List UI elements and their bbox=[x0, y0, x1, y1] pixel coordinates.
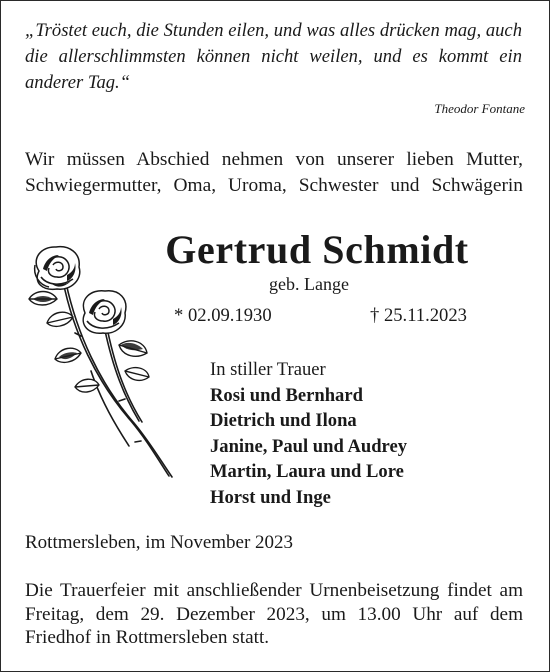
death-date: † 25.11.2023 bbox=[370, 305, 467, 326]
mourner-family: Rosi und Bernhard bbox=[210, 384, 363, 406]
intro-text: Wir müssen Abschied nehmen von unserer lieben Mutter, Schwiegermutter, Oma, Uroma, Schwester und Schwägerin bbox=[25, 149, 523, 196]
birth-name: geb. Lange bbox=[269, 274, 349, 294]
place-date: Rottmersleben, im November 2023 bbox=[25, 532, 294, 553]
mourners-heading: In stiller Trauer bbox=[210, 359, 326, 380]
mourners-block bbox=[210, 357, 407, 511]
funeral-details: Die Trauerfeier mit anschließender Urnenbeisetzung findet am Freitag, dem 29. Dezember 2023, um 13.00 Uhr auf dem Friedhof in Rottmersleben statt. bbox=[25, 580, 523, 648]
mourner-family: Janine, Paul und Audrey bbox=[210, 435, 408, 457]
mourner-family: Martin, Laura und Lore bbox=[210, 461, 404, 483]
birth-date: * 02.09.1930 bbox=[174, 305, 272, 326]
mourner-family: Horst und Inge bbox=[210, 486, 331, 508]
roses-icon bbox=[21, 241, 181, 486]
mourner-family: Dietrich und Ilona bbox=[210, 410, 357, 432]
quote-author: Theodor Fontane bbox=[434, 101, 525, 116]
deceased-name: Gertrud Schmidt bbox=[165, 227, 469, 272]
quote-text: „Tröstet euch, die Stunden eilen, und was alles drücken mag, auch die allerschlimmsten können nicht weilen, und es kommt ein anderer Tag.“ bbox=[25, 20, 522, 93]
